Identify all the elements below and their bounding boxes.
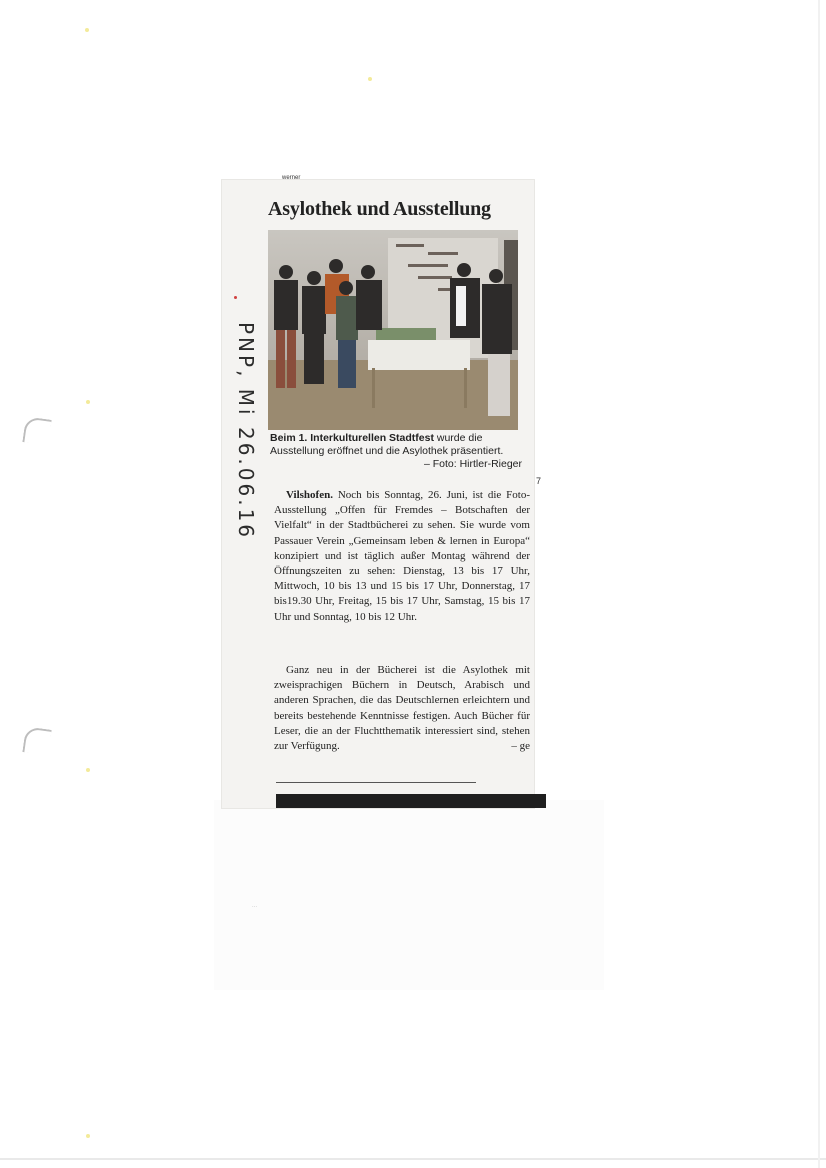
article-paragraph-1	[274, 488, 530, 625]
article-headline: Asylothek und Ausstellung	[268, 198, 491, 220]
punch-hole-mark-bottom	[22, 726, 51, 755]
next-article-header-bar	[276, 794, 546, 808]
caption-lead: Beim 1. Interkulturellen Stadtfest	[270, 432, 434, 444]
punch-hole-mark-top	[22, 416, 51, 445]
scan-artifact: ···	[252, 904, 257, 910]
page-right-edge	[818, 0, 820, 1168]
clipping-scan-shadow	[214, 800, 604, 990]
red-ink-mark	[234, 296, 237, 299]
adjacent-column-mark: 7	[536, 476, 542, 486]
scan-speck	[85, 28, 89, 32]
caption-text: wurde die Ausstellung eröffnet und die Asylothek präsentiert.	[270, 432, 504, 457]
dateline: Vilshofen.	[286, 489, 333, 501]
author-tag: werner	[282, 175, 301, 181]
photo-caption	[270, 432, 522, 471]
column-end-rule	[276, 782, 476, 783]
scan-speck	[86, 768, 90, 772]
author-signature: – ge	[511, 740, 530, 753]
paragraph-1-text: Noch bis Sonntag, 26. Juni, ist die Foto-Ausstellung „Offen für Fremdes – Botschaften der Vielfalt“ in der Stadtbücherei zu sehen. Sie wurde vom Passauer Verein „Gemeinsam leben & lernen in Europa“ konzipiert und ist täglich außer Montag während der Öffnungszeiten zu sehen: Dienstag, 13 bis 17 Uhr, Mittwoch, 10 bis 13 und 15 bis 17 Uhr, Donnerstag, 17 bis19.30 Uhr, Freitag, 15 bis 17 Uhr, Samstag, 15 bis 17 Uhr und Sonntag, 10 bis 12 Uhr.	[274, 489, 530, 623]
paragraph-2-text: Ganz neu in der Bücherei ist die Asylothek mit zweisprachigen Büchern in Deutsch, Arabisch und anderen Sprachen, die das Deutschlernen erleichtern und bereits bestehende Kenntnisse festigen. Auch Bücher für Leser, die an der Fluchtthematik interessiert sind, stehen zur Verfügung.	[274, 664, 530, 753]
scan-speck	[368, 77, 372, 81]
group-photo-image	[268, 230, 518, 430]
page-bottom-edge	[0, 1158, 826, 1160]
scan-speck	[86, 400, 90, 404]
article-photo	[268, 230, 518, 430]
article-paragraph-2	[274, 663, 530, 754]
scan-speck	[86, 1134, 90, 1138]
photo-credit: – Foto: Hirtler-Rieger	[423, 458, 522, 470]
handwritten-source-note: PNP, Mi 26.06.16	[234, 322, 258, 541]
